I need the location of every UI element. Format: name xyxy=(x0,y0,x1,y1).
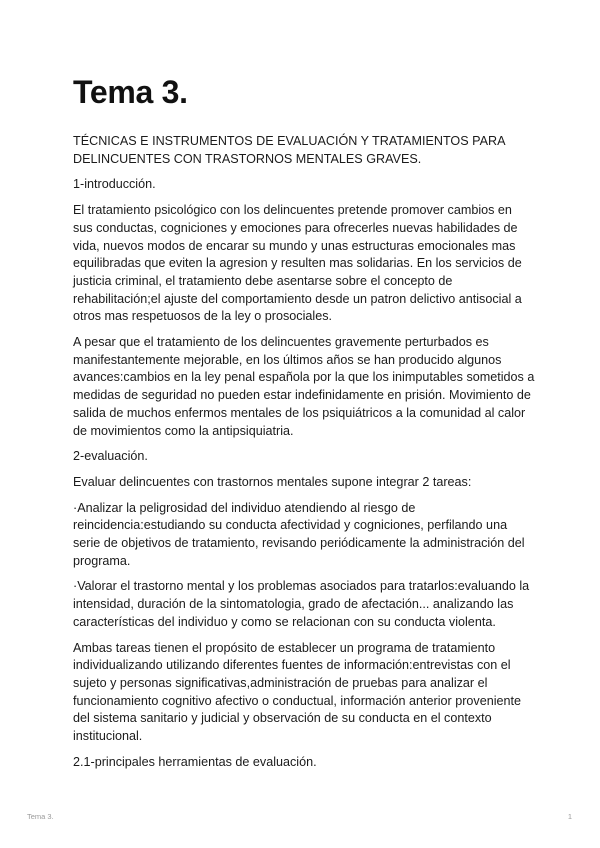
section-heading-introduccion: 1-introducción. xyxy=(73,177,156,192)
document-body xyxy=(73,133,535,780)
section-title: TÉCNICAS E INSTRUMENTOS DE EVALUACIÓN Y TRATAMIENTOS PARA DELINCUENTES CON TRASTORNOS MENTALES GRAVES. xyxy=(73,134,505,166)
bullet-paragraph: ·Valorar el trastorno mental y los problemas asociados para tratarlos:evaluando la intensidad, duración de la sintomatologia, grado de afectación... analizando las características del individuo y como se relacionan con su conducta violenta. xyxy=(73,579,530,629)
section-heading-evaluacion: 2-evaluación. xyxy=(73,449,148,464)
page-title: Tema 3. xyxy=(73,74,188,110)
paragraph: A pesar que el tratamiento de los delincuentes gravemente perturbados es manifestantemente mejorable, en los últimos años se han producido algunos avances:cambios en la ley penal española por la que los inimputables sometidos a medidas de seguridad no pueden estar indefinidamente en prisión. Movimiento de salida de muchos enfermos mentales de los psiquiátricos a la comunidad al calor de movimientos como la antipsiquiatria. xyxy=(73,335,535,438)
paragraph: Ambas tareas tienen el propósito de establecer un programa de tratamiento individualizando utilizando diferentes fuentes de información:entrevistas con el sujeto y personas significativas,administración de pruebas para analizar el funcionamiento cognitivo afectivo o conductual, información anterior proveniente del sistema sanitario y judicial y observación de su conducta en el contexto institucional. xyxy=(73,640,522,744)
footer-page-number: 1 xyxy=(567,812,572,821)
paragraph: Evaluar delincuentes con trastornos mentales supone integrar 2 tareas: xyxy=(73,474,472,489)
bullet-paragraph: ·Analizar la peligrosidad del individuo atendiendo al riesgo de reincidencia:estudiando su conducta afectividad y cogniciones, perfilando una serie de objetivos de tratamiento, revisando periódicamente la administración del programa. xyxy=(73,500,525,568)
section-heading-herramientas: 2.1-principales herramientas de evaluación. xyxy=(73,754,317,769)
paragraph: El tratamiento psicológico con los delincuentes pretende promover cambios en sus conductas, cogniciones y emociones para ofrecerles nuevas habilidades de vida, nuevos modos de encarar su mundo y unas estructuras emocionales mas equilibradas que eviten la agresion y resulten mas solidarias. En los servicios de justicia criminal, el tratamiento debe asentarse sobre el concepto de rehabilitación;el ajuste del comportamiento desde un patron delictivo antisocial a otros mas respetuosos de la ley o prosociales. xyxy=(73,203,522,324)
footer-document-title: Tema 3. xyxy=(27,812,54,821)
